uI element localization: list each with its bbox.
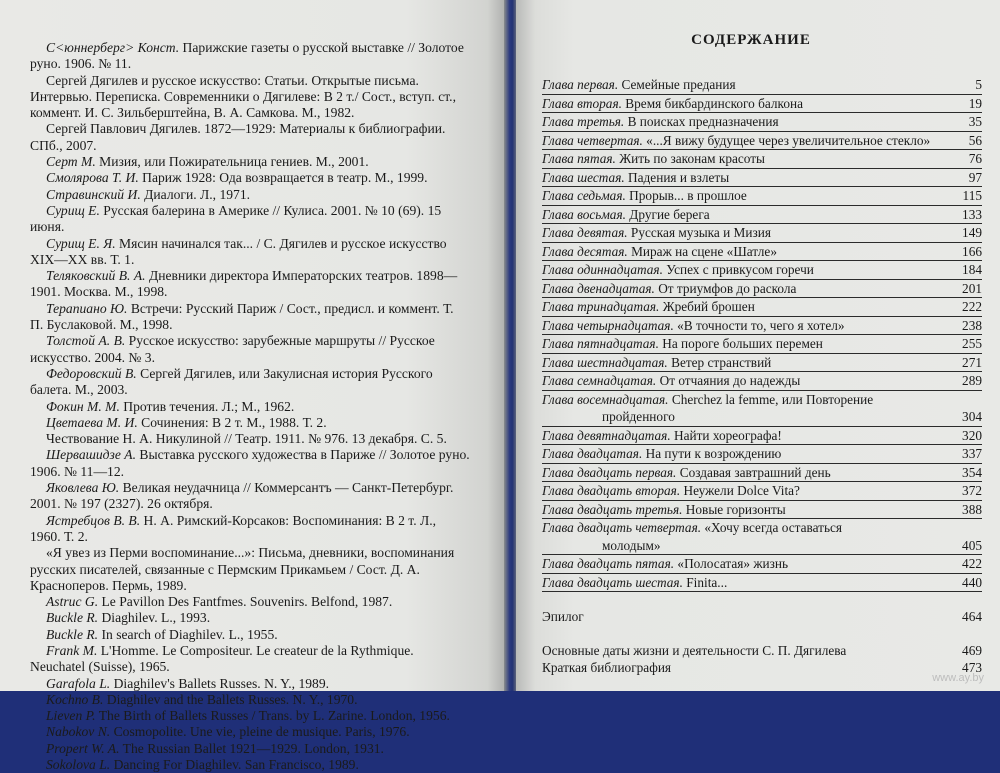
chapter-title: Русская музыка и Мизия: [627, 225, 771, 240]
page-number: 372: [962, 483, 982, 498]
entry-text: Diaghilev and the Ballets Russes. N. Y., 1970.: [103, 691, 358, 707]
toc-row: [542, 76, 982, 95]
bibliography-entry: [30, 187, 470, 203]
entry-author: Kochno B.: [46, 691, 104, 707]
toc-epilogue: [542, 608, 982, 626]
toc-row: [542, 574, 982, 593]
contents-title: СОДЕРЖАНИЕ: [691, 32, 811, 48]
chapter-number: Глава седьмая.: [542, 188, 626, 203]
page-number: 388: [962, 501, 982, 517]
entry-author: Теляковский В. А.: [46, 268, 146, 284]
toc-row: [542, 298, 982, 317]
entry-text: Париж 1928: Ода возвращается в театр. М., 1999.: [138, 170, 428, 186]
page-number: 337: [962, 446, 982, 461]
toc-row: [542, 113, 982, 132]
toc-dates: [542, 642, 982, 660]
chapter-title: Жить по законам красоты: [615, 151, 765, 166]
toc-row: [542, 280, 982, 299]
bibliography-entry: [30, 366, 470, 399]
toc-row: [542, 132, 982, 151]
chapter-title: Найти хореографа!: [670, 427, 782, 443]
table-of-contents: [542, 76, 982, 677]
toc-row: [542, 187, 982, 206]
entry-author: Nabokov N.: [46, 724, 111, 740]
chapter-number: Глава пятая.: [542, 151, 616, 166]
toc-row: [542, 224, 982, 243]
chapter-title: Cherchez la femme, или Повторение: [668, 391, 874, 407]
chapter-title: Жребий брошен: [659, 299, 755, 314]
page-number: 5: [975, 77, 982, 92]
chapter-number: Глава двадцать вторая.: [542, 483, 681, 498]
chapter-title: От отчаяния до надежды: [656, 373, 801, 388]
page-number: 115: [962, 188, 982, 203]
bibliography-entry: [30, 741, 470, 757]
bibliography-entry: [30, 170, 470, 186]
chapter-number: Глава четырнадцатая.: [542, 317, 674, 333]
bibliography-entry: [30, 73, 470, 122]
entry-text: Выставка русского художества в Париже // Золотое руно. 1906. № 11—12.: [30, 447, 470, 479]
chapter-number: Глава семнадцатая.: [542, 373, 657, 388]
entry-text: Мизия, или Пожирательница гениев. М., 2001.: [95, 154, 369, 170]
toc-spacer: [542, 626, 982, 642]
chapter-title: Время бикбардинского балкона: [621, 95, 803, 111]
entry-text: Мясин начинался так... / С. Дягилев и русское искусство XIX—XX вв. Т. 1.: [30, 235, 447, 267]
entry-text: Диалоги. Л., 1971.: [140, 186, 251, 202]
page-number: 149: [962, 225, 982, 240]
entry-author: Buckle R.: [46, 626, 99, 642]
chapter-number: Глава двадцать четвертая.: [542, 520, 702, 535]
entry-text: Сергей Павлович Дягилев. 1872—1929: Материалы к библиографии. СПб., 2007.: [30, 121, 446, 153]
toc-row: [542, 150, 982, 169]
toc-dates-title: Основные даты жизни и деятельности С. П. Дягилева: [542, 642, 847, 658]
bibliography-entry: [30, 40, 470, 73]
entry-author: Сурищ Е. Я.: [46, 235, 116, 251]
entry-text: Сергей Дягилев, или Закулисная история Русского балета. М., 2003.: [30, 365, 433, 398]
entry-author: Frank M.: [46, 642, 98, 658]
chapter-title: Семейные предания: [618, 77, 736, 92]
entry-text: Le Pavillon Des Fantfmes. Souvenirs. Belfond, 1987.: [98, 594, 393, 610]
page-number: 166: [962, 243, 982, 259]
bibliography-entry: [30, 301, 470, 334]
chapter-number: Глава шестнадцатая.: [542, 354, 668, 370]
bibliography-entry: [30, 447, 470, 480]
entry-author: Propert W. A.: [46, 740, 120, 756]
entry-author: Sokolova L.: [46, 757, 111, 773]
page-number: 354: [962, 464, 982, 480]
toc-bibliography-title: Краткая библиография: [542, 660, 672, 675]
chapter-number: Глава девятая.: [542, 225, 628, 240]
chapter-title: Создавая завтрашний день: [676, 464, 831, 480]
chapter-number: Глава одиннадцатая.: [542, 262, 663, 277]
bibliography-list: [30, 40, 470, 773]
toc-row: [542, 445, 982, 464]
page-number: 201: [962, 280, 982, 296]
bibliography-entry: [30, 594, 470, 610]
bibliography-entry: [30, 708, 470, 724]
entry-author: Ястребцов В. В.: [46, 512, 141, 528]
entry-text: L'Homme. Le Compositeur. Le createur de la Rythmique. Neuchatel (Suisse), 1965.: [30, 642, 414, 675]
toc-row: [542, 519, 982, 555]
chapter-title: Finita...: [682, 574, 728, 590]
chapter-title: «Хочу всегда оставаться: [701, 520, 843, 535]
toc-row: [542, 555, 982, 574]
toc-row: [542, 317, 982, 336]
page-number: 35: [968, 114, 982, 129]
chapter-title: Новые горизонты: [682, 501, 786, 517]
right-page: [516, 0, 1000, 691]
chapter-title: Прорыв... в прошлое: [625, 188, 747, 203]
toc-row: [542, 206, 982, 225]
chapter-number: Глава восемнадцатая.: [542, 391, 669, 407]
entry-text: Сергей Дягилев и русское искусство: Статьи. Открытые письма. Интервью. Переписка. Современники о Дягилеве: В 2 т./ Сост., вступ. ст., коммент. И. С. Зильберштейна, В. А. Самкова. М., 1982.: [30, 72, 456, 121]
page-number: 405: [962, 537, 982, 553]
page-number: 76: [968, 151, 982, 166]
entry-text: Против течения. Л.; М., 1962.: [119, 398, 295, 414]
toc-row: [542, 427, 982, 446]
chapter-title-continued: пройденного: [602, 409, 675, 424]
entry-author: Сурищ Е.: [46, 202, 100, 218]
page-number: 184: [962, 262, 982, 277]
toc-row: [542, 335, 982, 354]
page-number: 440: [962, 574, 982, 590]
page-number: 469: [962, 642, 982, 658]
entry-author: Lieven P.: [46, 708, 96, 724]
toc-row: [542, 243, 982, 262]
bibliography-entry: [30, 236, 470, 269]
toc-row: [542, 501, 982, 520]
chapter-title: «В точности то, чего я хотел»: [673, 317, 845, 333]
toc-row: [542, 464, 982, 483]
entry-text: Великая неудачница // Коммерсантъ — Санкт-Петербург. 2001. № 197 (2327). 26 октября.: [30, 480, 454, 512]
bibliography-entry: [30, 627, 470, 643]
entry-author: Яковлева Ю.: [46, 480, 120, 496]
bibliography-entry: [30, 399, 470, 415]
page-number: 222: [962, 299, 982, 314]
entry-text: Русская балерина в Америке // Кулиса. 2001. № 10 (69). 15 июня.: [30, 202, 442, 235]
chapter-number: Глава двадцать пятая.: [542, 556, 675, 571]
chapter-number: Глава шестая.: [542, 169, 625, 185]
page-number: 271: [962, 354, 982, 370]
bibliography-entry: [30, 724, 470, 740]
chapter-title: Мираж на сцене «Шатле»: [627, 243, 777, 259]
toc-row: [542, 169, 982, 188]
page-number: 133: [962, 206, 982, 222]
page-number: 56: [968, 132, 982, 148]
entry-author: Astruc G.: [46, 594, 99, 610]
entry-author: Серт М.: [46, 154, 96, 170]
entry-text: Diaghilev. L., 1993.: [98, 610, 211, 626]
toc-row: [542, 95, 982, 114]
page-number: 304: [962, 409, 982, 424]
chapter-number: Глава тринадцатая.: [542, 299, 660, 314]
entry-author: Цветаева М. И.: [46, 414, 138, 430]
chapter-title: «...Я вижу будущее через увеличительное стекло»: [642, 132, 931, 148]
chapter-title: Падения и взлеты: [624, 169, 730, 185]
toc-bibliography: [542, 659, 982, 677]
chapter-number: Глава двадцать третья.: [542, 501, 683, 517]
bibliography-entry: [30, 121, 470, 154]
toc-row: [542, 372, 982, 391]
chapter-title: Неужели Dolce Vita?: [680, 483, 800, 498]
entry-author: Смолярова Т. И.: [46, 170, 139, 186]
bibliography-entry: [30, 692, 470, 708]
chapter-title: Ветер странствий: [667, 354, 772, 370]
entry-author: Федоровский В.: [46, 365, 137, 381]
bibliography-entry: [30, 513, 470, 546]
chapter-number: Глава двадцатая.: [542, 446, 643, 461]
chapter-number: Глава двадцать шестая.: [542, 574, 683, 590]
page-number: 320: [962, 427, 982, 443]
chapter-number: Глава пятнадцатая.: [542, 336, 659, 351]
chapter-title: В поисках предназначения: [624, 114, 779, 129]
page-number: 255: [962, 336, 982, 351]
bibliography-entry: [30, 757, 470, 773]
entry-text: Сочинения: В 2 т. М., 1988. Т. 2.: [137, 414, 327, 430]
entry-text: Дневники директора Императорских театров. 1898—1901. Москва. М., 1998.: [30, 268, 458, 300]
page-number: 289: [962, 373, 982, 388]
chapter-title: На пути к возрождению: [642, 446, 782, 461]
chapter-title: От триумфов до раскола: [654, 280, 797, 296]
bibliography-entry: [30, 480, 470, 513]
entry-text: Русское искусство: зарубежные маршруты // Русское искусство. 2004. № 3.: [30, 333, 435, 365]
chapter-number: Глава десятая.: [542, 243, 628, 259]
chapter-title-continued: молодым»: [602, 537, 661, 553]
toc-row: [542, 261, 982, 280]
entry-text: «Я увез из Перми воспоминание...»: Письма, дневники, воспоминания русских писателей, связанные с Пермским Прикамьем / Сост. Д. А. Красноперов. Пермь, 1989.: [30, 545, 455, 593]
chapter-title: На пороге больших перемен: [658, 336, 823, 351]
chapter-title: Успех с привкусом горечи: [662, 262, 814, 277]
entry-author: С<юннерберг> Конст.: [46, 40, 180, 55]
page-number: 473: [962, 660, 982, 675]
chapter-number: Глава четвертая.: [542, 132, 643, 148]
entry-author: Garafola L.: [46, 675, 111, 691]
entry-author: Шервашидзе А.: [46, 447, 136, 463]
entry-text: Cosmopolite. Une vie, pleine de musique. Paris, 1976.: [110, 724, 410, 740]
chapter-number: Глава двадцать первая.: [542, 464, 677, 480]
entry-text: Чествование Н. А. Никулиной // Театр. 1911. № 976. 13 декабря. С. 5.: [46, 431, 447, 447]
toc-row: [542, 482, 982, 501]
entry-text: Н. А. Римский-Корсаков: Воспоминания: В 2 т. Л., 1960. Т. 2.: [30, 512, 437, 544]
toc-epilogue-title: Эпилог: [542, 609, 584, 624]
bibliography-entry: [30, 268, 470, 301]
entry-author: Стравинский И.: [46, 186, 141, 202]
page-number: 464: [962, 609, 982, 624]
entry-author: Фокин М. М.: [46, 398, 120, 414]
entry-text: Dancing For Diaghilev. San Francisco, 1989.: [110, 757, 359, 773]
chapter-number: Глава вторая.: [542, 95, 622, 111]
entry-author: Толстой А. В.: [46, 333, 126, 349]
page-number: 238: [962, 317, 982, 333]
entry-text: The Russian Ballet 1921—1929. London, 1931.: [119, 740, 384, 756]
entry-text: Diaghilev's Ballets Russes. N. Y., 1989.: [110, 675, 330, 691]
bibliography-entry: [30, 431, 470, 447]
bibliography-entry: [30, 643, 470, 676]
bibliography-entry: [30, 333, 470, 366]
bibliography-entry: [30, 203, 470, 236]
bibliography-entry: [30, 415, 470, 431]
chapter-number: Глава первая.: [542, 77, 619, 92]
entry-author: Buckle R.: [46, 610, 99, 626]
bibliography-entry: [30, 610, 470, 626]
chapter-number: Глава третья.: [542, 114, 625, 129]
toc-row: [542, 391, 982, 427]
entry-text: Встречи: Русский Париж / Сост., предисл. и коммент. Т. П. Буслаковой. М., 1998.: [30, 300, 454, 333]
page-number: 19: [968, 95, 982, 111]
chapter-title: «Полосатая» жизнь: [674, 556, 789, 571]
bibliography-entry: [30, 676, 470, 692]
bibliography-entry: [30, 545, 470, 594]
entry-text: Парижские газеты о русской выставке // Золотое руно. 1906. № 11.: [30, 40, 464, 72]
chapter-number: Глава двенадцатая.: [542, 280, 655, 296]
entry-author: Терапиано Ю.: [46, 300, 128, 316]
chapter-number: Глава девятнадцатая.: [542, 427, 671, 443]
chapter-title: Другие берега: [625, 206, 710, 222]
toc-spacer: [542, 592, 982, 608]
toc-row: [542, 354, 982, 373]
chapter-number: Глава восьмая.: [542, 206, 626, 222]
entry-text: The Birth of Ballets Russes / Trans. by L. Zarine. London, 1956.: [95, 708, 450, 724]
entry-text: In search of Diaghilev. L., 1955.: [98, 626, 278, 642]
bibliography-entry: [30, 154, 470, 170]
page-number: 422: [962, 556, 982, 571]
watermark: www.ay.by: [932, 672, 984, 684]
page-number: 97: [968, 169, 982, 185]
